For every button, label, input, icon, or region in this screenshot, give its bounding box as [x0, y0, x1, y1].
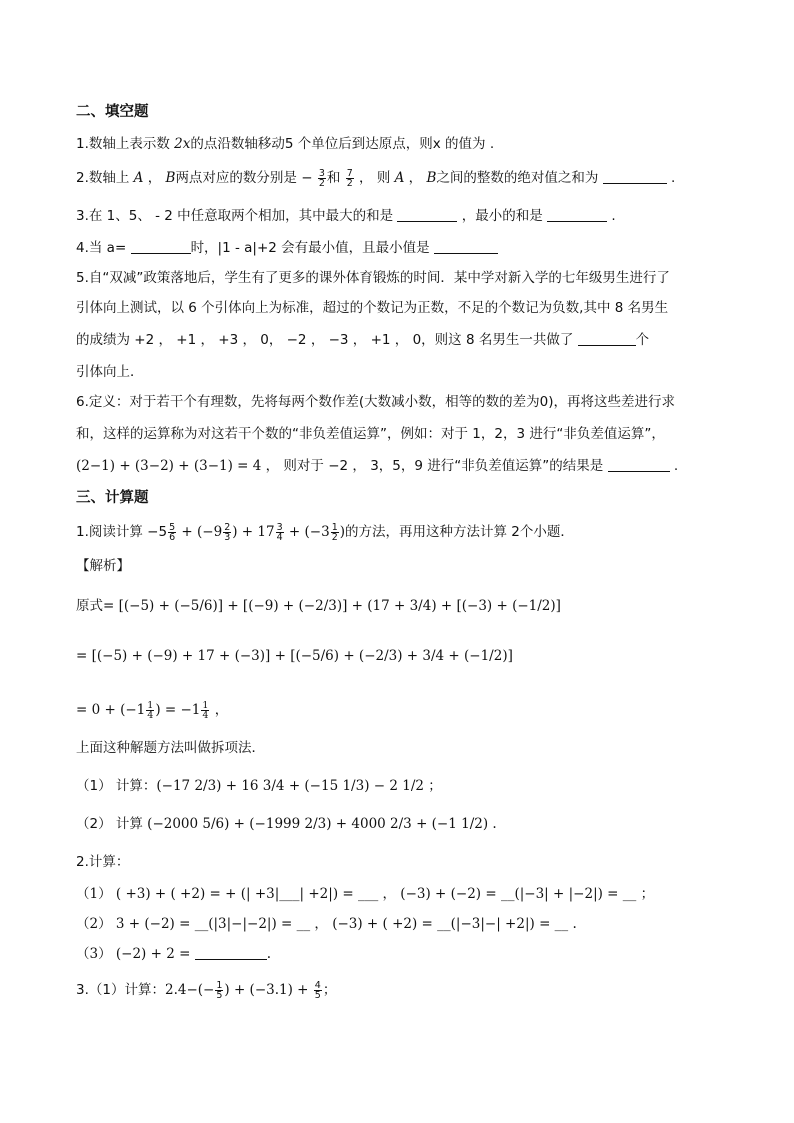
question-3-2-title: 2.计算： — [76, 854, 130, 870]
solution-step-2: = [(−5) + (−9) + 17 + (−3)] + [(−5/6) + (−2/3) + 3/4 + (−1/2)] — [76, 648, 513, 664]
section2-heading: 二、填空题 — [76, 104, 149, 120]
answer-blank[interactable] — [397, 207, 457, 222]
subquestion-1: （1） 计算：(−17 2/3) + 16 3/4 + (−15 1/3) − 2 1/2 ； — [76, 778, 442, 794]
analysis-label: 【解析】 — [76, 558, 130, 574]
solution-step-3: = 0 + (−1 $\frac{1}{4}$ ) = −1 $\frac{1}{4}$ ， — [76, 700, 229, 721]
solution-step-1: 原式= [(−5) + (−5/6)] + [(−9) + (−2/3)] + (17 + 3/4) + [(−3) + (−1/2)] — [76, 598, 561, 614]
answer-blank[interactable] — [603, 169, 667, 184]
question-3-2-row3: （3） (−2) + 2 = . — [76, 946, 271, 962]
question-2-5-line2: 引体向上测试，以 6 个引体向上为标准，超过的个数记为正数，不足的个数记为负数,其中 8 名男生 — [76, 300, 669, 316]
answer-blank[interactable] — [195, 945, 267, 960]
question-2-2: 2.数轴上 A ， B两点对应的数分别是 − $\frac{3}{2}$ 和 $\frac{7}{2}$ ， 则 A ， B之间的整数的绝对值之和为 . — [76, 167, 676, 189]
method-note: 上面这种解题方法叫做拆项法． — [76, 740, 265, 756]
fraction: $\frac{1}{4}$ — [147, 700, 154, 721]
fraction: $\frac{3}{4}$ — [276, 521, 283, 543]
question-2-5-line3: 的成绩为 +2 ， +1 ， +3 ， 0， −2 ， −3 ， +1 ， 0，则这 8 名男生一共做了 个 — [76, 332, 650, 348]
question-2-4: 4.当 a= 时，|1 - a|+2 会有最小值，且最小值是 — [76, 238, 498, 258]
answer-blank[interactable] — [434, 239, 498, 254]
question-2-1: 1.数轴上表示数 2x的点沿数轴移动5 个单位后到达原点，则x 的值为 . — [76, 136, 495, 152]
fraction: $\frac{7}{2}$ — [346, 167, 353, 189]
question-2-5-line1: 5.自“双减”政策落地后，学生有了更多的课外体育锻炼的时间．某中学对新入学的七年级男生进行了 — [76, 270, 670, 286]
question-3-3: 3.（1）计算：2.4−(− $\frac{1}{5}$ ) + (−3.1) + $\frac{4}{5}$ ； — [76, 979, 337, 1001]
fraction: $\frac{1}{2}$ — [331, 521, 338, 543]
question-3-2-row1: （1） ( +3) + ( +2) = + (| +3|___| +2|) = ___ ， (−3) + (−2) = __(|−3| + |−2|) = __ ； — [76, 886, 655, 902]
question-3-2-row2: （2） 3 + (−2) = __(|3|−|−2|) = __ ， (−3) + ( +2) = __(|−3|−| +2|) = __ . — [76, 916, 577, 932]
question-2-6-line3: (2−1) + (3−2) + (3−1) = 4 ， 则对于 −2 ， 3，5，9 进行“非负差值运算”的结果是 . — [76, 458, 679, 474]
answer-blank[interactable] — [608, 457, 670, 472]
fraction: $\frac{3}{2}$ — [318, 167, 325, 189]
fraction: $\frac{1}{4}$ — [202, 700, 209, 721]
subquestion-2: （2） 计算 (−2000 5/6) + (−1999 2/3) + 4000 2/3 + (−1 1/2) . — [76, 816, 497, 832]
answer-blank[interactable] — [578, 331, 636, 346]
question-2-6-line1: 6.定义：对于若干个有理数，先将每两个数作差(大数减小数，相等的数的差为0)，再将这些差进行求 — [76, 394, 676, 410]
answer-blank[interactable] — [547, 207, 607, 222]
question-2-6-line2: 和，这样的运算称为对这若干个数的“非负差值运算”，例如：对于 1，2，3 进行“非负差值运算”， — [76, 426, 665, 442]
fraction: $\frac{5}{6}$ — [169, 521, 176, 543]
question-3-1: 1.阅读计算 −5 $\frac{5}{6}$ + (−9 $\frac{2}{3}$ ) + 17 $\frac{3}{4}$ + (−3 $\frac{1}{2}$ )的方法，再用这种方法计算 2个小题． — [76, 521, 574, 543]
section3-heading: 三、计算题 — [76, 490, 149, 506]
fraction: $\frac{4}{5}$ — [314, 979, 321, 1001]
fraction: $\frac{1}{5}$ — [216, 979, 223, 1001]
question-2-3: 3.在 1、5、 - 2 中任意取两个相加，其中最大的和是 ，最小的和是 . — [76, 208, 616, 224]
answer-blank[interactable] — [131, 239, 191, 254]
fraction: $\frac{2}{3}$ — [224, 521, 231, 543]
question-2-5-line4: 引体向上． — [76, 364, 144, 380]
